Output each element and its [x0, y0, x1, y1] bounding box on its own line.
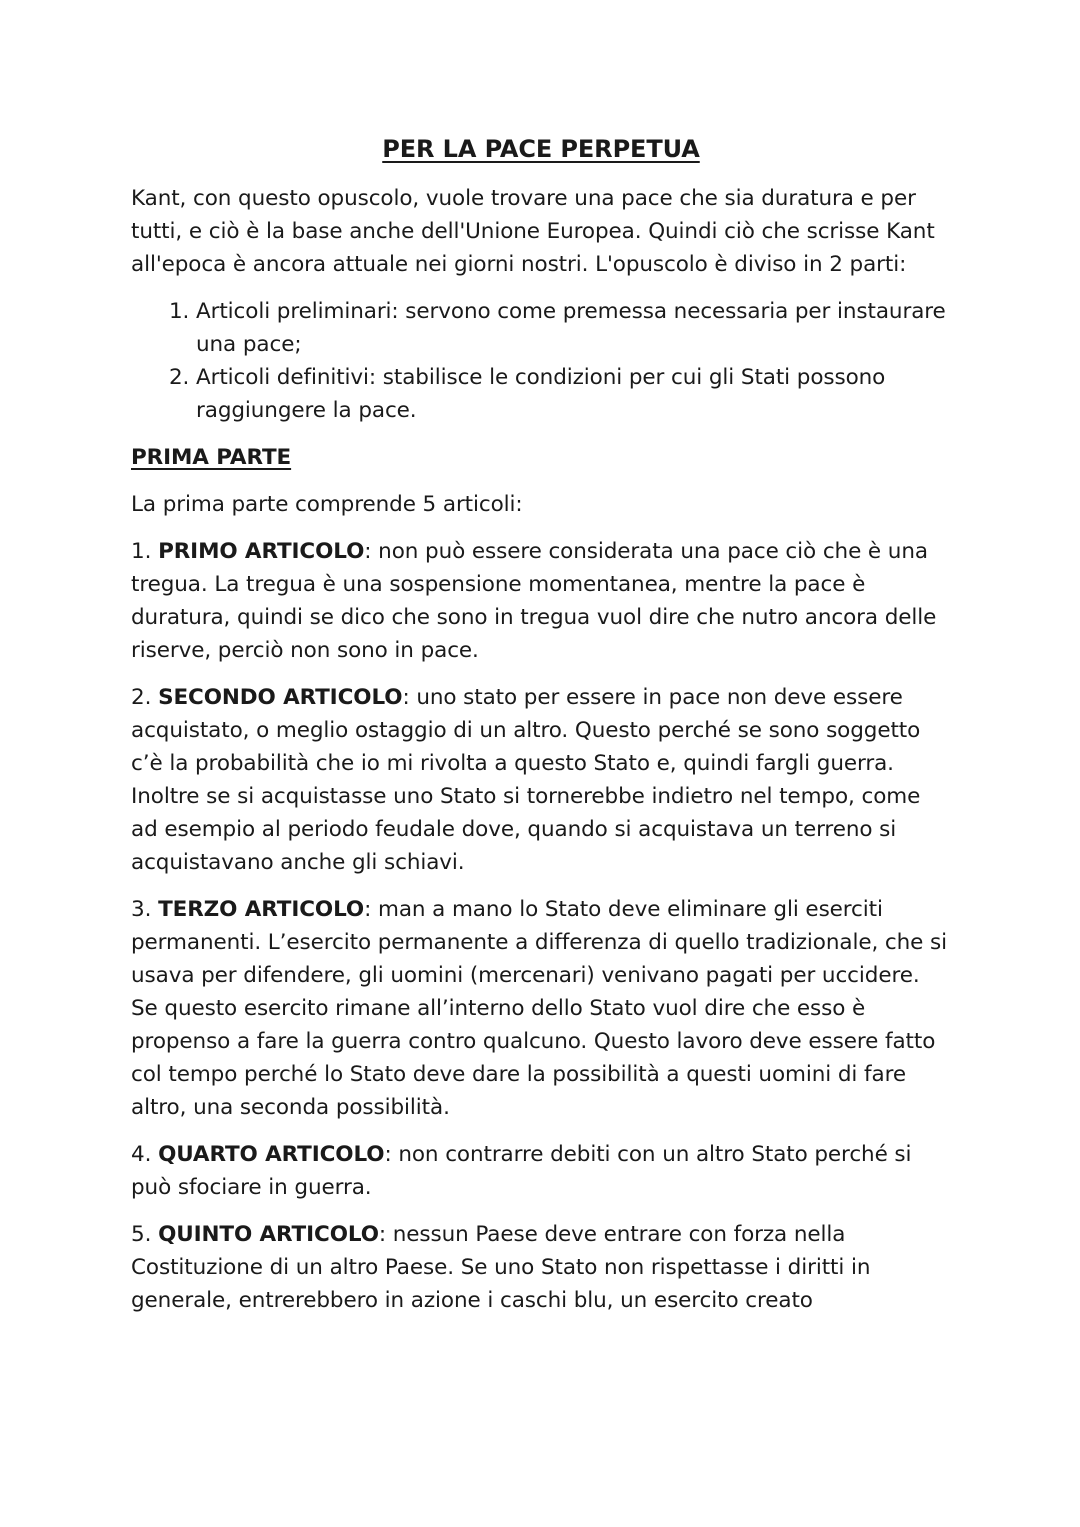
article-number: 5.: [131, 1222, 159, 1247]
section-intro: La prima parte comprende 5 articoli:: [131, 492, 523, 517]
parts-list: [131, 295, 951, 427]
article-text: : nessun Paese deve entrare con forza nella Costituzione di un altro Paese. Se uno Stato non rispettasse i diritti in generale, entrerebbero in azione i caschi blu, un esercito creato: [131, 1222, 871, 1313]
article-name: TERZO ARTICOLO: [158, 897, 365, 922]
page-title: PER LA PACE PERPETUA: [382, 135, 700, 163]
article-name: SECONDO ARTICOLO: [158, 685, 403, 710]
article-name: QUARTO ARTICOLO: [158, 1142, 385, 1167]
intro-paragraph: Kant, con questo opuscolo, vuole trovare una pace che sia duratura e per tutti, e ciò è la base anche dell'Unione Europea. Quindi ciò che scrisse Kant all'epoca è ancora attuale nei giorni nostri. L'opuscolo è diviso in 2 parti:: [131, 186, 935, 277]
article-number: 3.: [131, 897, 159, 922]
article-text: : man a mano lo Stato deve eliminare gli eserciti permanenti. L’esercito permanente a differenza di quello tradizionale, che si usava per difendere, gli uomini (mercenari) venivano pagati per uccidere. Se questo esercito rimane all’interno dello Stato vuol dire che esso è propenso a fare la guerra contro qualcuno. Questo lavoro deve essere fatto col tempo perché lo Stato deve dare la possibilità a questi uomini di fare altro, una seconda possibilità.: [131, 897, 948, 1120]
article-paragraph: [131, 681, 951, 879]
article-paragraph: [131, 535, 951, 667]
article-number: 2.: [131, 685, 159, 710]
article-number: 1.: [131, 539, 159, 564]
article-text: : non può essere considerata una pace ciò che è una tregua. La tregua è una sospensione momentanea, mentre la pace è duratura, quindi se dico che sono in tregua vuol dire che nutro ancora delle riserve, perciò non sono in pace.: [131, 539, 937, 663]
document-page: [131, 130, 951, 1331]
article-name: QUINTO ARTICOLO: [158, 1222, 379, 1247]
article-name: PRIMO ARTICOLO: [158, 539, 365, 564]
article-paragraph: [131, 893, 951, 1124]
article-paragraph: [131, 1218, 951, 1317]
list-item: 1. Articoli preliminari: servono come premessa necessaria per instaurare una pace;: [196, 295, 951, 361]
article-text: : non contrarre debiti con un altro Stato perché si può sfociare in guerra.: [131, 1142, 912, 1200]
section-heading: PRIMA PARTE: [131, 445, 292, 470]
list-item: 2. Articoli definitivi: stabilisce le condizioni per cui gli Stati possono raggiungere la pace.: [196, 361, 951, 427]
article-text: : uno stato per essere in pace non deve essere acquistato, o meglio ostaggio di un altro. Questo perché se sono soggetto c’è la probabilità che io mi rivolta a questo Stato e, quindi fargli guerra. Inoltre se si acquistasse uno Stato si tornerebbe indietro nel tempo, come ad esempio al periodo feudale dove, quando si acquistava un terreno si acquistavano anche gli schiavi.: [131, 685, 921, 875]
article-number: 4.: [131, 1142, 159, 1167]
article-paragraph: [131, 1138, 951, 1204]
